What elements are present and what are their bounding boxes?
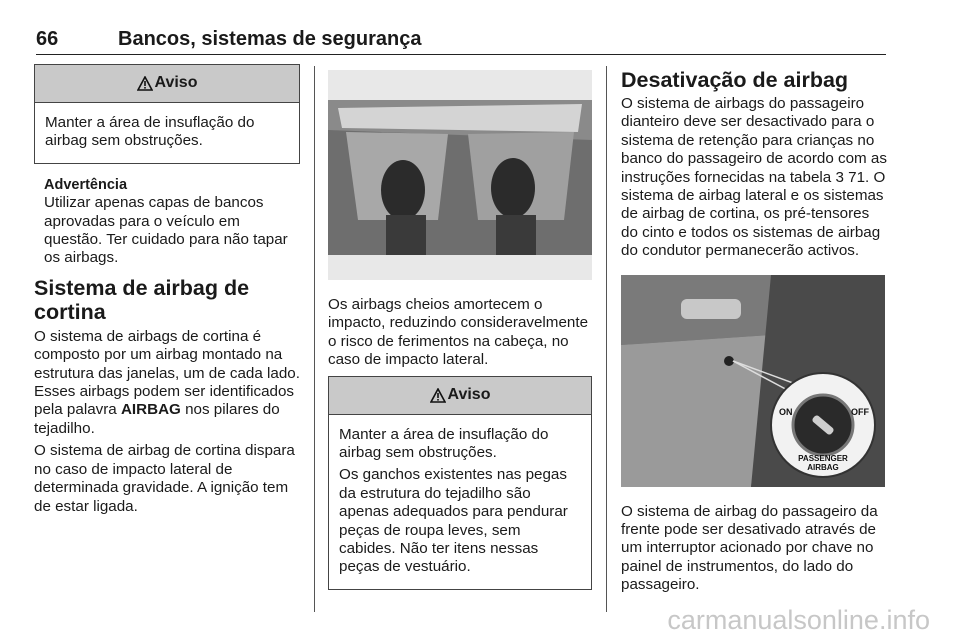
warning-box-1 [34, 64, 300, 164]
cortina-paragraph-2: O sistema de airbag de cortina dispara no caso de impacto lateral de determinada gravidade. A ignição tem de estar ligada. [34, 442, 295, 515]
airbag-keyword: AIRBAG [120, 401, 181, 419]
switch-label-airbag: AIRBAG [807, 462, 839, 472]
curtain-photo-caption: Os airbags cheios amortecem o impacto, reduzindo consideravelmente o risco de ferimentos na cabeça, no caso de impacto lateral. [328, 296, 589, 369]
column-divider-1 [314, 66, 315, 612]
warning-box-header [329, 377, 591, 415]
warning-box-2 [328, 376, 592, 590]
page-title: Bancos, sistemas de segurança [118, 28, 422, 50]
section-heading-desativacao: Desativação de airbag [621, 68, 849, 92]
warning-title: Aviso [447, 385, 491, 403]
advertencia-text: Utilizar apenas capas de bancos aprovadas para o veículo em questão. Ter cuidado para não tapar os airbags. [44, 194, 288, 267]
warning-text-2: Os ganchos existentes nas pegas da estrutura do tejadilho são apenas adequados para pendurar peças de roupa leves, sem cabides. Não ter itens nessas peças de vestuário. [339, 466, 568, 576]
warning-box-body [329, 415, 591, 589]
column-3 [621, 64, 889, 599]
switch-label-on: ON [779, 406, 793, 417]
switch-label-off: OFF [851, 406, 869, 417]
airbag-switch-photo [621, 275, 885, 487]
warning-title: Aviso [154, 74, 198, 92]
page-number: 66 [36, 28, 59, 50]
column-divider-2 [606, 66, 607, 612]
warning-text-1: Manter a área de insuflação do airbag sem obstruções. [339, 425, 549, 462]
column-2 [328, 64, 592, 590]
page-reference: 3 71 [835, 168, 866, 186]
airbag-switch-illustration [621, 275, 885, 487]
switch-photo-caption: O sistema de airbag do passageiro da frente pode ser desativado através de um interruptor acionado por chave no painel de instrumentos, do lado do passageiro. [621, 502, 878, 594]
cortina-paragraph-1: O sistema de airbags de cortina é composto por um airbag montado na estrutura das janelas, um de cada lado. Esses airbags podem ser identificados pela palavra AIRBAG nos pilares do tejadilho. [34, 327, 300, 437]
warning-text: Manter a área de insuflação do airbag sem obstruções. [45, 114, 255, 150]
curtain-airbag-photo [328, 70, 592, 280]
desativacao-paragraph: O sistema de airbags do passageiro dianteiro deve ser desactivado para o sistema de retenção para crianças no banco do passageiro de acordo com as instruções fornecidas na tabela 3 71. O sistema de airbag lateral e os sistemas de airbag de cortina, os pré-tensores do cinto e todos os sistemas de airbag do condutor permanecerão activos. [621, 95, 887, 260]
page-header [36, 28, 886, 55]
warning-triangle-icon [430, 388, 446, 403]
advertencia-heading: Advertência [44, 176, 128, 193]
switch-label-passenger: PASSENGER [798, 453, 848, 463]
curtain-airbag-illustration [328, 70, 592, 280]
section-heading-cortina: Sistema de airbag de cortina [34, 275, 250, 324]
warning-triangle-icon [137, 76, 153, 91]
watermark: carmanualsonline.info [667, 605, 930, 635]
advertencia-block [34, 164, 300, 268]
warning-box-body [35, 103, 299, 163]
column-1 [34, 64, 300, 520]
warning-box-header [35, 65, 299, 103]
